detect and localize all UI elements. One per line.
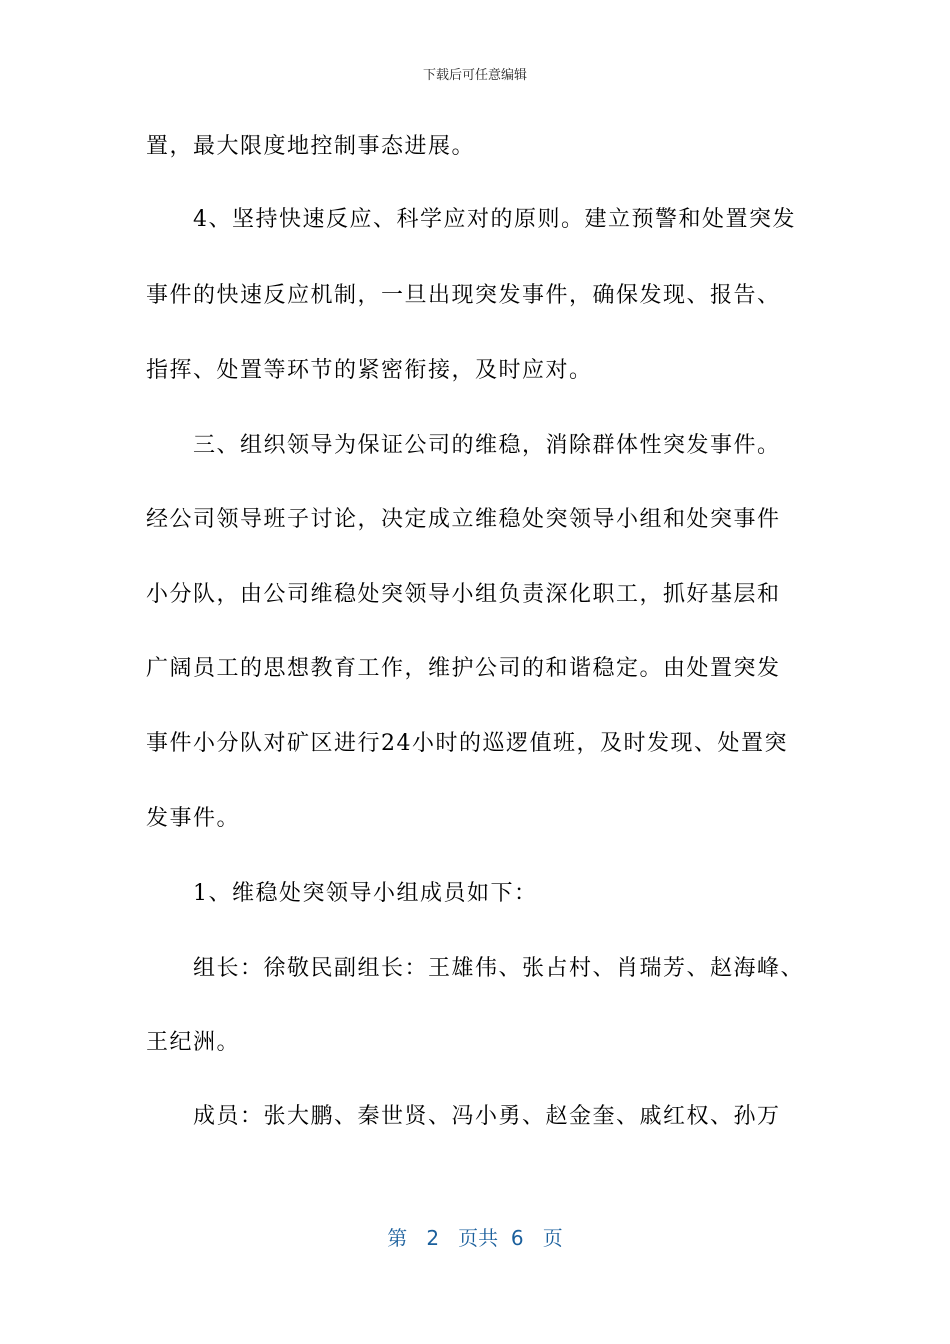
footer-total-pages: 6 (510, 1226, 524, 1250)
body-line-3: 事件的快速反应机制，一旦出现突发事件，确保发现、报告、 (146, 283, 781, 308)
page-header: 下载后可任意编辑 (422, 68, 527, 83)
body-line-5: 三、组织领导为保证公司的维稳，消除群体性突发事件。 (193, 433, 781, 458)
body-line-11: 1、维稳处突领导小组成员如下： (193, 881, 538, 906)
body-line-4: 指挥、处置等环节的紧密衔接，及时应对。 (146, 358, 593, 383)
page-footer (0, 1225, 950, 1251)
footer-middle: 页共 (458, 1226, 499, 1250)
footer-suffix: 页 (542, 1226, 563, 1250)
footer-page-number: 2 (426, 1226, 440, 1250)
body-line-7: 小分队，由公司维稳处突领导小组负责深化职工，抓好基层和 (146, 582, 781, 607)
body-line-10: 发事件。 (146, 806, 241, 831)
body-line-13: 王纪洲。 (146, 1030, 241, 1055)
body-line-14: 成员：张大鹏、秦世贤、冯小勇、赵金奎、戚红权、孙万 (193, 1104, 781, 1129)
body-line-1: 置，最大限度地控制事态进展。 (146, 134, 476, 159)
footer-prefix: 第 (387, 1226, 408, 1250)
body-line-12: 组长：徐敬民副组长：王雄伟、张占村、肖瑞芳、赵海峰、 (193, 956, 805, 981)
body-line-8: 广阔员工的思想教育工作，维护公司的和谐稳定。由处置突发 (146, 656, 781, 681)
body-line-6: 经公司领导班子讨论，决定成立维稳处突领导小组和处突事件 (146, 507, 781, 532)
body-line-2: 4、坚持快速反应、科学应对的原则。建立预警和处置突发 (193, 207, 796, 232)
body-line-9: 事件小分队对矿区进行24小时的巡逻值班，及时发现、处置突 (146, 731, 788, 756)
